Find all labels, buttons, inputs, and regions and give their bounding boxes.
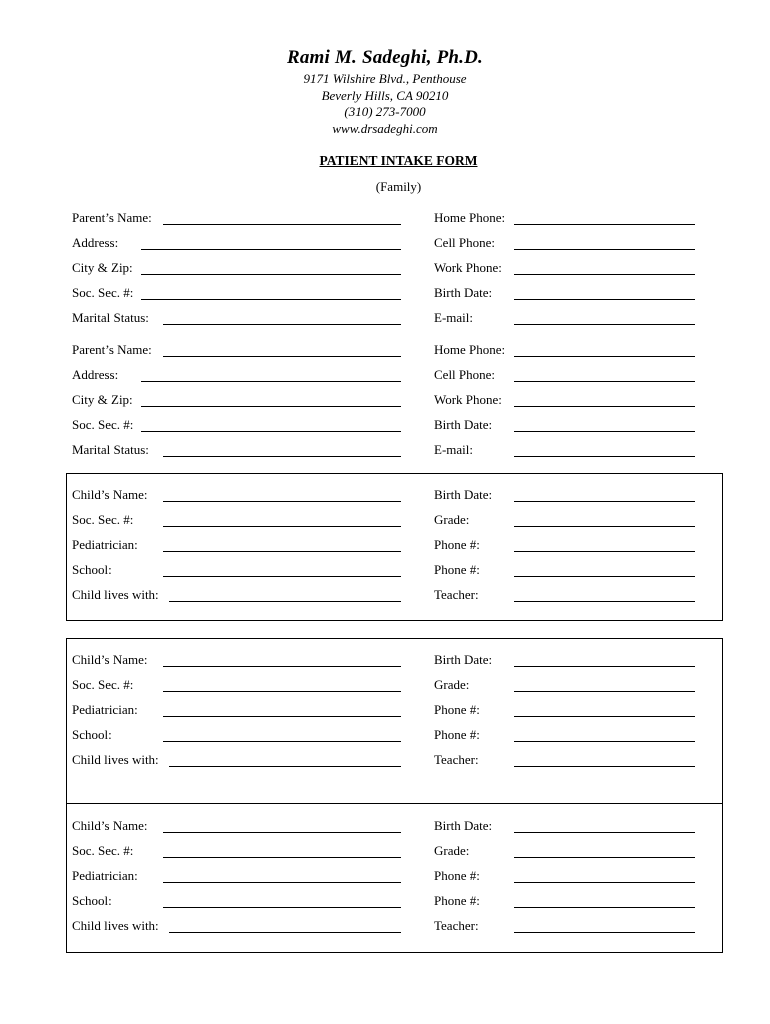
field-label: Marital Status: xyxy=(72,442,149,457)
field-label: Teacher: xyxy=(434,587,479,602)
input-line[interactable] xyxy=(514,766,695,767)
phone-number: (310) 273-7000 xyxy=(344,104,426,119)
input-line[interactable] xyxy=(514,249,695,250)
input-line[interactable] xyxy=(514,741,695,742)
field-label: Address: xyxy=(72,235,119,250)
input-line[interactable] xyxy=(169,601,401,602)
field-label: Phone #: xyxy=(434,562,480,577)
input-line[interactable] xyxy=(514,882,695,883)
field-label: Grade: xyxy=(434,843,470,858)
input-line[interactable] xyxy=(514,551,695,552)
field-label: Pediatrician: xyxy=(72,868,138,883)
input-line[interactable] xyxy=(169,766,401,767)
input-line[interactable] xyxy=(163,356,401,357)
form-row xyxy=(0,260,770,280)
input-line[interactable] xyxy=(163,576,401,577)
input-line[interactable] xyxy=(163,832,401,833)
input-line[interactable] xyxy=(514,832,695,833)
field-label: Child lives with: xyxy=(72,918,159,933)
field-label: E-mail: xyxy=(434,442,473,457)
input-line[interactable] xyxy=(163,501,401,502)
input-line[interactable] xyxy=(163,716,401,717)
field-label: Birth Date: xyxy=(434,285,493,300)
field-label: Grade: xyxy=(434,512,470,527)
field-label: Child lives with: xyxy=(72,587,159,602)
input-line[interactable] xyxy=(514,456,695,457)
input-line[interactable] xyxy=(514,501,695,502)
input-line[interactable] xyxy=(163,456,401,457)
input-line[interactable] xyxy=(514,526,695,527)
form-row xyxy=(0,285,770,305)
field-label: Address: xyxy=(72,367,119,382)
input-line[interactable] xyxy=(141,406,401,407)
field-label: Soc. Sec. #: xyxy=(72,677,134,692)
field-label: Child lives with: xyxy=(72,752,159,767)
input-line[interactable] xyxy=(163,882,401,883)
input-line[interactable] xyxy=(514,324,695,325)
field-label: Birth Date: xyxy=(434,487,493,502)
field-label: Phone #: xyxy=(434,702,480,717)
input-line[interactable] xyxy=(141,274,401,275)
doctor-name: Rami M. Sadeghi, Ph.D. xyxy=(286,47,483,68)
form-row xyxy=(0,417,770,437)
form-row xyxy=(0,235,770,255)
input-line[interactable] xyxy=(514,716,695,717)
form-row xyxy=(0,442,770,462)
input-line[interactable] xyxy=(141,249,401,250)
form-row xyxy=(0,587,770,607)
input-line[interactable] xyxy=(514,576,695,577)
field-label: City & Zip: xyxy=(72,260,133,275)
form-row xyxy=(0,727,770,747)
address-line-2: Beverly Hills, CA 90210 xyxy=(321,88,449,103)
form-row xyxy=(0,702,770,722)
form-row xyxy=(0,392,770,412)
field-label: Home Phone: xyxy=(434,210,506,225)
input-line[interactable] xyxy=(514,857,695,858)
field-label: Cell Phone: xyxy=(434,367,496,382)
form-row xyxy=(0,652,770,672)
address-line-1: 9171 Wilshire Blvd., Penthouse xyxy=(303,71,467,86)
field-label: Soc. Sec. #: xyxy=(72,843,134,858)
input-line[interactable] xyxy=(141,431,401,432)
field-label: Birth Date: xyxy=(434,818,493,833)
input-line[interactable] xyxy=(141,381,401,382)
form-row xyxy=(0,918,770,938)
input-line[interactable] xyxy=(514,431,695,432)
field-label: Parent’s Name: xyxy=(72,342,152,357)
form-row xyxy=(0,818,770,838)
field-label: Birth Date: xyxy=(434,652,493,667)
input-line[interactable] xyxy=(514,381,695,382)
field-label: School: xyxy=(72,562,112,577)
field-label: Soc. Sec. #: xyxy=(72,285,134,300)
field-label: Child’s Name: xyxy=(72,652,148,667)
input-line[interactable] xyxy=(163,224,401,225)
input-line[interactable] xyxy=(163,907,401,908)
form-row xyxy=(0,367,770,387)
field-label: Grade: xyxy=(434,677,470,692)
input-line[interactable] xyxy=(514,299,695,300)
field-label: Pediatrician: xyxy=(72,702,138,717)
form-row xyxy=(0,487,770,507)
website: www.drsadeghi.com xyxy=(332,121,438,136)
form-title: PATIENT INTAKE FORM xyxy=(319,153,478,168)
input-line[interactable] xyxy=(163,551,401,552)
field-label: Phone #: xyxy=(434,537,480,552)
input-line[interactable] xyxy=(163,857,401,858)
field-label: Cell Phone: xyxy=(434,235,496,250)
field-label: Phone #: xyxy=(434,868,480,883)
field-label: Phone #: xyxy=(434,893,480,908)
field-label: Pediatrician: xyxy=(72,537,138,552)
input-line[interactable] xyxy=(514,406,695,407)
form-subtitle: (Family) xyxy=(375,179,422,194)
form-row xyxy=(0,562,770,582)
field-label: Birth Date: xyxy=(434,417,493,432)
form-row xyxy=(0,677,770,697)
field-label: Child’s Name: xyxy=(72,487,148,502)
form-row xyxy=(0,210,770,230)
input-line[interactable] xyxy=(514,691,695,692)
form-row xyxy=(0,843,770,863)
field-label: Work Phone: xyxy=(434,260,502,275)
form-row xyxy=(0,342,770,362)
input-line[interactable] xyxy=(514,666,695,667)
form-row xyxy=(0,752,770,772)
field-label: Marital Status: xyxy=(72,310,149,325)
field-label: Child’s Name: xyxy=(72,818,148,833)
field-label: School: xyxy=(72,727,112,742)
form-row xyxy=(0,893,770,913)
form-row xyxy=(0,512,770,532)
input-line[interactable] xyxy=(163,741,401,742)
input-line[interactable] xyxy=(163,691,401,692)
input-line[interactable] xyxy=(141,299,401,300)
form-row xyxy=(0,868,770,888)
input-line[interactable] xyxy=(163,324,401,325)
field-label: Teacher: xyxy=(434,752,479,767)
input-line[interactable] xyxy=(514,601,695,602)
input-line[interactable] xyxy=(514,907,695,908)
input-line[interactable] xyxy=(163,666,401,667)
form-row xyxy=(0,537,770,557)
input-line[interactable] xyxy=(163,526,401,527)
input-line[interactable] xyxy=(514,356,695,357)
field-label: Parent’s Name: xyxy=(72,210,152,225)
input-line[interactable] xyxy=(514,224,695,225)
field-label: School: xyxy=(72,893,112,908)
field-label: Teacher: xyxy=(434,918,479,933)
field-label: Work Phone: xyxy=(434,392,502,407)
field-label: City & Zip: xyxy=(72,392,133,407)
field-label: Phone #: xyxy=(434,727,480,742)
field-label: Soc. Sec. #: xyxy=(72,417,134,432)
field-label: Soc. Sec. #: xyxy=(72,512,134,527)
field-label: E-mail: xyxy=(434,310,473,325)
field-label: Home Phone: xyxy=(434,342,506,357)
input-line[interactable] xyxy=(514,932,695,933)
input-line[interactable] xyxy=(169,932,401,933)
form-row xyxy=(0,310,770,330)
input-line[interactable] xyxy=(514,274,695,275)
